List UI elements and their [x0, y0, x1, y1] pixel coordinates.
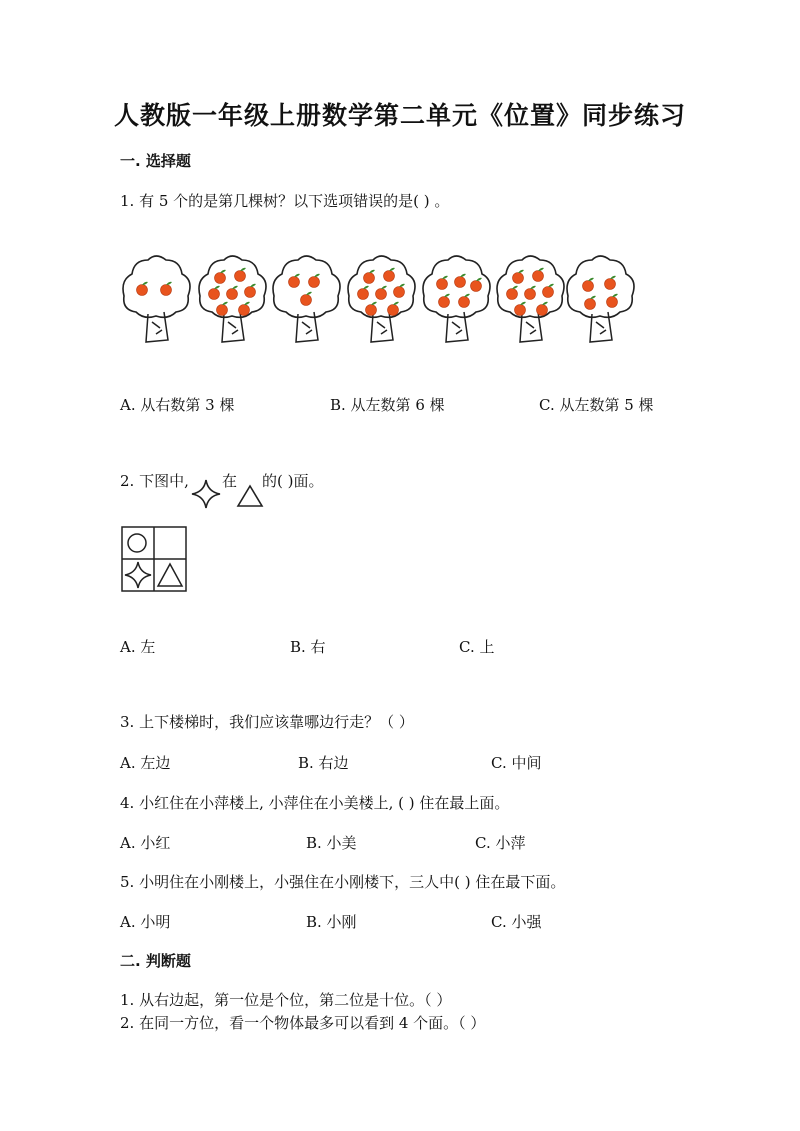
apple: [543, 284, 555, 298]
apple: [309, 274, 321, 288]
tree-canopy: [273, 256, 340, 317]
apple: [301, 292, 313, 306]
tree-canopy: [123, 256, 190, 317]
page-title: 人教版一年级上册数学第二单元《位置》同步练习: [113, 101, 686, 130]
apple: [533, 268, 545, 282]
apple: [607, 294, 619, 308]
apple: [364, 270, 376, 284]
tree-canopy: [567, 256, 634, 317]
question-2-prefix: 2. 下图中,: [120, 472, 189, 490]
question-2-suffix: 的( )面。: [262, 472, 324, 490]
apple-tree-3: [266, 250, 346, 350]
q2-option-c[interactable]: C. 上: [459, 638, 495, 656]
tree-canopy: [199, 256, 266, 317]
apple: [245, 284, 257, 298]
apple: [455, 274, 467, 288]
question-1-text: 1. 有 5 个的是第几棵树？以下选项错误的是( ) 。: [120, 192, 450, 210]
question-2-mid: 在: [222, 472, 238, 490]
apple: [525, 286, 537, 300]
apple: [215, 270, 227, 284]
apple: [471, 278, 483, 292]
apple-tree-4: [341, 250, 421, 350]
q1-option-b[interactable]: B. 从左数第 6 棵: [330, 396, 445, 414]
q3-option-b[interactable]: B. 右边: [298, 754, 349, 772]
section-heading-choice: 一. 选择题: [120, 152, 191, 170]
q4-option-a[interactable]: A. 小红: [120, 834, 171, 852]
tree-canopy: [348, 256, 415, 317]
apple: [605, 276, 617, 290]
apple: [394, 284, 406, 298]
position-grid-figure: [121, 526, 187, 592]
apple: [137, 282, 149, 296]
q4-option-b[interactable]: B. 小美: [306, 834, 357, 852]
q1-option-a[interactable]: A. 从右数第 3 棵: [120, 396, 235, 414]
apple: [507, 286, 519, 300]
triangle-icon: [236, 484, 264, 508]
tree-canopy: [497, 256, 564, 317]
q3-option-c[interactable]: C. 中间: [491, 754, 542, 772]
apple: [376, 286, 388, 300]
apple-tree-6: [490, 250, 570, 350]
apple-tree-2: [192, 250, 272, 350]
judge-2-text: 2. 在同一方位，看一个物体最多可以看到 4 个面。（ ）: [120, 1014, 486, 1032]
apple-tree-7: [560, 250, 640, 350]
apple: [583, 278, 595, 292]
apple: [366, 302, 378, 316]
star-icon: [190, 478, 222, 510]
apple: [439, 294, 451, 308]
grid-star-icon: [125, 562, 151, 588]
q4-option-c[interactable]: C. 小萍: [475, 834, 526, 852]
apple: [358, 286, 370, 300]
apple: [515, 302, 527, 316]
question-4-text: 4. 小红住在小萍楼上, 小萍住在小美楼上, ( ) 住在最上面。: [120, 794, 510, 812]
apple: [437, 276, 449, 290]
apple-tree-5: [416, 250, 496, 350]
q3-option-a[interactable]: A. 左边: [120, 754, 171, 772]
grid-triangle-icon: [158, 564, 182, 586]
q5-option-a[interactable]: A. 小明: [120, 913, 171, 931]
q2-option-a[interactable]: A. 左: [120, 638, 156, 656]
apple: [513, 270, 525, 284]
apple: [537, 302, 549, 316]
apple: [289, 274, 301, 288]
q2-option-b[interactable]: B. 右: [290, 638, 326, 656]
apple: [459, 294, 471, 308]
judge-1-text: 1. 从右边起，第一位是个位，第二位是十位。（ ）: [120, 991, 452, 1009]
apple: [209, 286, 221, 300]
question-3-text: 3. 上下楼梯时，我们应该靠哪边行走？（ ）: [120, 713, 414, 731]
apple-tree-1: [116, 250, 196, 350]
apple: [239, 302, 251, 316]
apple: [217, 302, 229, 316]
q1-option-c[interactable]: C. 从左数第 5 棵: [539, 396, 654, 414]
apple: [235, 268, 247, 282]
apple: [388, 302, 400, 316]
question-5-text: 5. 小明住在小刚楼上，小强住在小刚楼下，三人中( ) 住在最下面。: [120, 873, 566, 891]
apple: [161, 282, 173, 296]
q5-option-c[interactable]: C. 小强: [491, 913, 542, 931]
apple: [227, 286, 239, 300]
apple: [384, 268, 396, 282]
circle-icon: [128, 534, 146, 552]
q5-option-b[interactable]: B. 小刚: [306, 913, 357, 931]
apple: [585, 296, 597, 310]
section-heading-judge: 二. 判断题: [120, 952, 191, 970]
